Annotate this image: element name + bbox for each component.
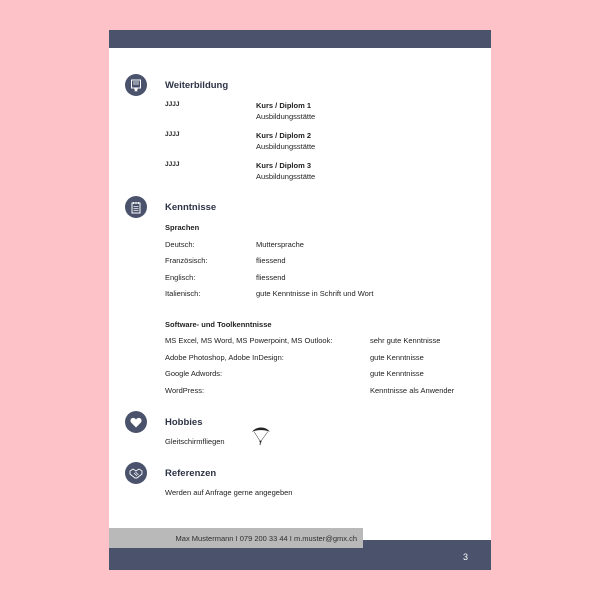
language-name: Französisch: [165, 256, 208, 265]
hobby-item: Gleitschirmfliegen [165, 437, 225, 446]
language-level: fliessend [256, 273, 286, 282]
footer-contact [109, 528, 363, 548]
edu-year: JJJJ [165, 161, 180, 168]
section-title-weiterbildung: Weiterbildung [165, 80, 229, 91]
section-title-kenntnisse: Kenntnisse [165, 202, 217, 213]
software-name: Google Adwords: [165, 369, 223, 378]
software-heading: Software- und Toolkenntnisse [165, 320, 272, 329]
software-level: gute Kenntnisse [370, 353, 424, 362]
edu-place: Ausbildungsstätte [256, 142, 316, 151]
handshake-icon [125, 462, 147, 484]
section-title-referenzen: Referenzen [165, 468, 217, 479]
language-level: gute Kenntnisse in Schrift und Wort [256, 289, 374, 298]
language-level: fliessend [256, 256, 286, 265]
language-name: Deutsch: [165, 240, 195, 249]
edu-place: Ausbildungsstätte [256, 112, 316, 121]
references-text: Werden auf Anfrage gerne angegeben [165, 488, 293, 497]
language-name: Englisch: [165, 273, 196, 282]
edu-year: JJJJ [165, 101, 180, 108]
footer-contact-text: Max Mustermann I 079 200 33 44 I m.muster@gmx.ch [175, 533, 357, 543]
cv-page [109, 30, 491, 570]
header-bar [109, 30, 491, 48]
software-level: gute Kenntnisse [370, 369, 424, 378]
language-level: Muttersprache [256, 240, 304, 249]
software-name: WordPress: [165, 386, 205, 395]
section-title-hobbies: Hobbies [165, 417, 203, 428]
languages-heading: Sprachen [165, 223, 200, 232]
software-name: MS Excel, MS Word, MS Powerpoint, MS Outlook: [165, 336, 333, 345]
software-level: Kenntnisse als Anwender [370, 386, 455, 395]
notepad-icon [125, 196, 147, 218]
page-number: 3 [463, 552, 469, 562]
edu-course: Kurs / Diplom 1 [256, 101, 312, 110]
heart-icon [125, 411, 147, 433]
edu-year: JJJJ [165, 131, 180, 138]
language-name: Italienisch: [165, 289, 201, 298]
software-level: sehr gute Kenntnisse [370, 336, 441, 345]
software-name: Adobe Photoshop, Adobe InDesign: [165, 353, 284, 362]
certificate-icon [125, 74, 147, 96]
edu-course: Kurs / Diplom 2 [256, 131, 312, 140]
edu-place: Ausbildungsstätte [256, 172, 316, 181]
paraglider-icon [250, 426, 272, 451]
edu-course: Kurs / Diplom 3 [256, 161, 312, 170]
